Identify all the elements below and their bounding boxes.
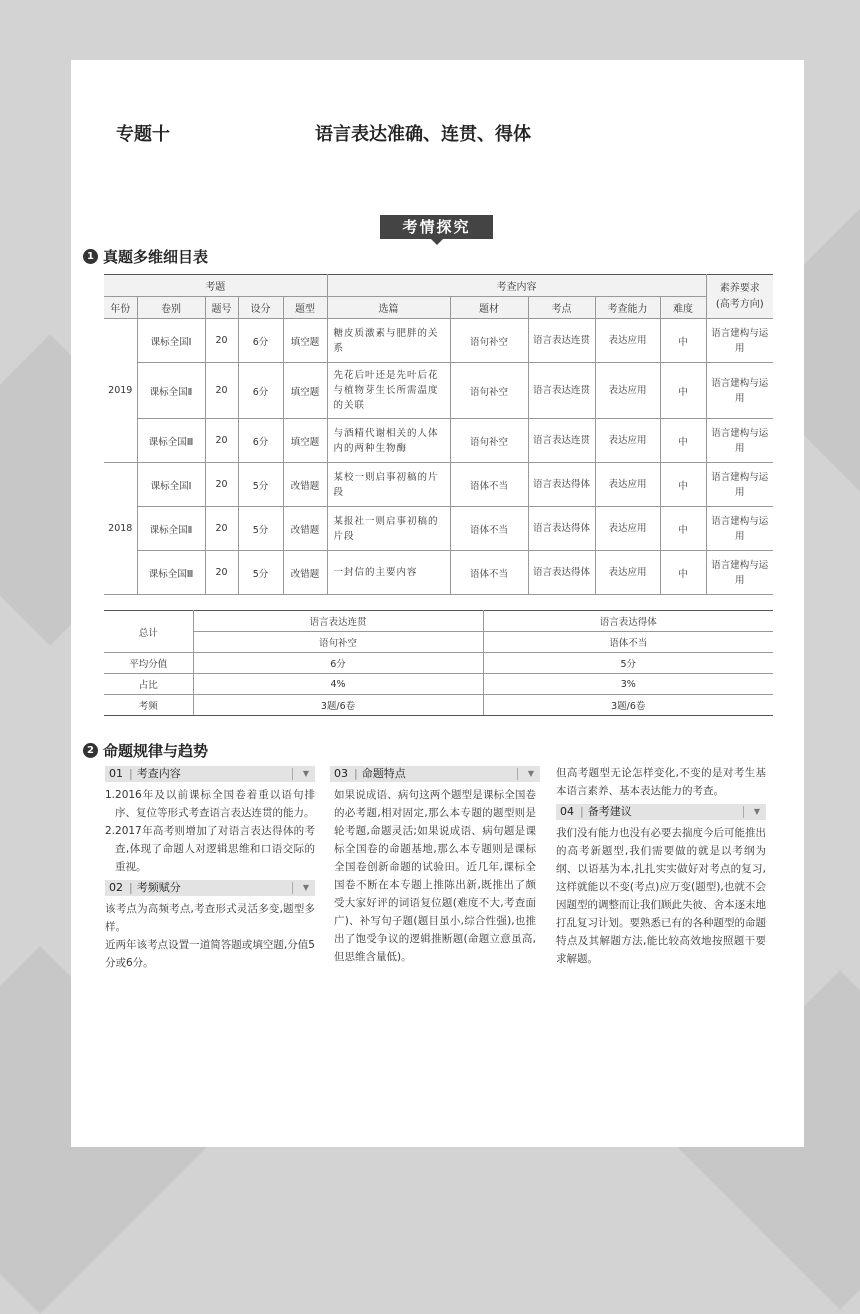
table-row bbox=[104, 507, 773, 551]
column-right bbox=[556, 764, 766, 968]
number-cell: 20 bbox=[205, 363, 238, 419]
column-header: 考查能力 bbox=[595, 297, 660, 319]
table-row bbox=[104, 419, 773, 463]
type-cell: 填空题 bbox=[283, 363, 327, 419]
difficulty-cell: 中 bbox=[660, 363, 706, 419]
chevron-down-icon: ▼ bbox=[753, 807, 760, 816]
number-cell: 20 bbox=[205, 319, 238, 363]
material-cell: 语体不当 bbox=[450, 507, 528, 551]
block-title: 考频赋分 bbox=[136, 881, 181, 894]
literacy-cell: 语言建构与运用 bbox=[706, 319, 773, 363]
block-number: 01 bbox=[109, 767, 123, 780]
table-row bbox=[104, 653, 773, 674]
literacy-cell: 语言建构与运用 bbox=[706, 551, 773, 595]
type-cell: 改错题 bbox=[283, 507, 327, 551]
block-item: 该考点为高频考点,考查形式灵活多变,题型多样。 bbox=[105, 903, 315, 933]
summary-cell: 3题/6卷 bbox=[193, 695, 483, 716]
section-title: 命题规律与趋势 bbox=[103, 742, 209, 760]
section-banner: 考情探究 bbox=[380, 215, 493, 239]
literacy-cell: 语言建构与运用 bbox=[706, 419, 773, 463]
summary-cell: 5分 bbox=[483, 653, 773, 674]
number-cell: 20 bbox=[205, 463, 238, 507]
score-cell: 5分 bbox=[238, 507, 283, 551]
material-cell: 语体不当 bbox=[450, 551, 528, 595]
score-cell: 6分 bbox=[238, 419, 283, 463]
column-header: 题型 bbox=[283, 297, 327, 319]
type-cell: 改错题 bbox=[283, 463, 327, 507]
score-cell: 6分 bbox=[238, 319, 283, 363]
text-cell: 一封信的主要内容 bbox=[327, 551, 450, 595]
summary-cell: 语体不当 bbox=[483, 632, 773, 653]
column-header: 题号 bbox=[205, 297, 238, 319]
chevron-down-icon: ▼ bbox=[302, 769, 309, 778]
column-header: 选篇 bbox=[327, 297, 450, 319]
material-cell: 语句补空 bbox=[450, 419, 528, 463]
column-header: 题材 bbox=[450, 297, 528, 319]
chevron-down-icon: ▼ bbox=[302, 883, 309, 892]
block-number: 04 bbox=[560, 805, 574, 818]
summary-cell: 语言表达得体 bbox=[483, 611, 773, 632]
number-cell: 20 bbox=[205, 507, 238, 551]
block-header-03: 03 | 命题特点 ▼ bbox=[330, 766, 540, 782]
difficulty-cell: 中 bbox=[660, 463, 706, 507]
summary-cell: 3% bbox=[483, 674, 773, 695]
table-row bbox=[104, 611, 773, 632]
text-cell: 某校一则启事初稿的片段 bbox=[327, 463, 450, 507]
block-title: 备考建议 bbox=[587, 805, 632, 818]
point-cell: 语言表达连贯 bbox=[528, 419, 595, 463]
table-row bbox=[104, 695, 773, 716]
material-cell: 语体不当 bbox=[450, 463, 528, 507]
table-group-header bbox=[706, 275, 773, 319]
difficulty-cell: 中 bbox=[660, 551, 706, 595]
block-number: 02 bbox=[109, 881, 123, 894]
summary-label: 占比 bbox=[104, 674, 193, 695]
paper-cell: 课标全国Ⅲ bbox=[137, 419, 205, 463]
year-cell: 2018 bbox=[104, 463, 137, 595]
difficulty-cell: 中 bbox=[660, 319, 706, 363]
table-group-header: 考题 bbox=[104, 275, 327, 297]
table-row bbox=[104, 632, 773, 653]
column-left bbox=[105, 766, 315, 972]
page-title: 语言表达准确、连贯、得体 bbox=[315, 124, 531, 145]
summary-label: 平均分值 bbox=[104, 653, 193, 674]
year-cell: 2019 bbox=[104, 319, 137, 463]
paper-cell: 课标全国Ⅰ bbox=[137, 463, 205, 507]
summary-label: 考频 bbox=[104, 695, 193, 716]
paper-cell: 课标全国Ⅱ bbox=[137, 507, 205, 551]
type-cell: 填空题 bbox=[283, 319, 327, 363]
summary-cell: 6分 bbox=[193, 653, 483, 674]
score-cell: 6分 bbox=[238, 363, 283, 419]
topic-label: 专题十 bbox=[116, 124, 170, 145]
table-row bbox=[104, 363, 773, 419]
table-row bbox=[104, 463, 773, 507]
header-text: 素养要求 bbox=[719, 282, 760, 294]
summary-cell: 4% bbox=[193, 674, 483, 695]
paper-cell: 课标全国Ⅲ bbox=[137, 551, 205, 595]
ability-cell: 表达应用 bbox=[595, 507, 660, 551]
column-header: 年份 bbox=[104, 297, 137, 319]
block-item: 近两年该考点设置一道简答题或填空题,分值5分或6分。 bbox=[105, 939, 315, 969]
block-number: 03 bbox=[334, 767, 348, 780]
score-cell: 5分 bbox=[238, 463, 283, 507]
block-title: 考查内容 bbox=[136, 767, 181, 780]
column-header: 考点 bbox=[528, 297, 595, 319]
point-cell: 语言表达连贯 bbox=[528, 319, 595, 363]
difficulty-cell: 中 bbox=[660, 419, 706, 463]
table-row bbox=[104, 674, 773, 695]
literacy-cell: 语言建构与运用 bbox=[706, 363, 773, 419]
ability-cell: 表达应用 bbox=[595, 463, 660, 507]
section-heading-1 bbox=[83, 246, 208, 267]
text-cell: 与酒精代谢相关的人体内的两种生物酶 bbox=[327, 419, 450, 463]
table-row bbox=[104, 551, 773, 595]
column-header: 卷别 bbox=[137, 297, 205, 319]
type-cell: 填空题 bbox=[283, 419, 327, 463]
summary-label: 总计 bbox=[104, 611, 193, 653]
text-cell: 糖皮质激素与肥胖的关系 bbox=[327, 319, 450, 363]
ability-cell: 表达应用 bbox=[595, 551, 660, 595]
score-cell: 5分 bbox=[238, 551, 283, 595]
number-cell: 20 bbox=[205, 419, 238, 463]
difficulty-cell: 中 bbox=[660, 507, 706, 551]
ability-cell: 表达应用 bbox=[595, 419, 660, 463]
type-cell: 改错题 bbox=[283, 551, 327, 595]
section-number-icon: 2 bbox=[83, 743, 98, 758]
block-title: 命题特点 bbox=[361, 767, 406, 780]
table-group-header-row bbox=[104, 275, 773, 297]
column-middle bbox=[330, 766, 540, 966]
point-cell: 语言表达得体 bbox=[528, 551, 595, 595]
number-cell: 20 bbox=[205, 551, 238, 595]
block-item: 2.2017年高考则增加了对语言表达得体的考查,体现了命题人对逻辑思维和口语交际的重视。 bbox=[105, 825, 315, 873]
column-header: 设分 bbox=[238, 297, 283, 319]
material-cell: 语句补空 bbox=[450, 363, 528, 419]
block-item: 1.2016年及以前课标全国卷着重以语句排序、复位等形式考查语言表达连贯的能力。 bbox=[105, 789, 315, 819]
document-page bbox=[71, 60, 804, 1147]
section-title: 真题多维细目表 bbox=[103, 248, 209, 266]
ability-cell: 表达应用 bbox=[595, 363, 660, 419]
summary-table bbox=[104, 610, 773, 716]
block-header-02: 02 | 考频赋分 ▼ bbox=[105, 880, 315, 896]
block-text: 我们没有能力也没有必要去揣度今后可能推出的高考新题型,我们需要做的就是以考纲为纲、以语基为本,扎扎实实做好对考点的复习,这样就能以不变(考点)应万变(题型),也就不会因题型的调整而让我们顾此失彼、舍本逐末地打乱复习计划。要熟悉已有的各种题型的命题特点及其解题方法,能比较高效地按照题干要求解题。 bbox=[556, 827, 766, 965]
text-cell: 先花后叶还是先叶后花与植物芽生长所需温度的关联 bbox=[327, 363, 450, 419]
point-cell: 语言表达得体 bbox=[528, 507, 595, 551]
paper-cell: 课标全国Ⅱ bbox=[137, 363, 205, 419]
paper-cell: 课标全国Ⅰ bbox=[137, 319, 205, 363]
material-cell: 语句补空 bbox=[450, 319, 528, 363]
header-text: (高考方向) bbox=[715, 298, 764, 310]
block-header-01: 01 | 考查内容 ▼ bbox=[105, 766, 315, 782]
literacy-cell: 语言建构与运用 bbox=[706, 507, 773, 551]
block-text: 如果说成语、病句这两个题型是课标全国卷的必考题,相对固定,那么本专题的题型则是轮考题,命题灵活;如果说成语、病句题是课标全国卷的命题基地,那么本专题则是课标全国卷创新命题的试验田。近几年,课标全国卷不断在本专题上推陈出新,既推出了颇受大家好评的词语复位题(难度不大,考查面广)、补写句子题(题目虽小,综合性强),也推出了饱受争议的逻辑推断题(命题立意虽高,但思维含量低)。 bbox=[334, 789, 536, 963]
point-cell: 语言表达连贯 bbox=[528, 363, 595, 419]
exam-table bbox=[104, 274, 773, 595]
point-cell: 语言表达得体 bbox=[528, 463, 595, 507]
summary-cell: 语句补空 bbox=[193, 632, 483, 653]
table-header-row bbox=[104, 297, 773, 319]
section-heading-2 bbox=[83, 740, 208, 761]
block-header-04: 04 | 备考建议 ▼ bbox=[556, 804, 766, 820]
summary-cell: 语言表达连贯 bbox=[193, 611, 483, 632]
section-number-icon: 1 bbox=[83, 249, 98, 264]
literacy-cell: 语言建构与运用 bbox=[706, 463, 773, 507]
table-group-header: 考查内容 bbox=[327, 275, 706, 297]
summary-cell: 3题/6卷 bbox=[483, 695, 773, 716]
block-text: 但高考题型无论怎样变化,不变的是对考生基本语言素养、基本表达能力的考查。 bbox=[556, 767, 766, 797]
table-row bbox=[104, 319, 773, 363]
ability-cell: 表达应用 bbox=[595, 319, 660, 363]
text-cell: 某报社一则启事初稿的片段 bbox=[327, 507, 450, 551]
column-header: 难度 bbox=[660, 297, 706, 319]
chevron-down-icon: ▼ bbox=[527, 769, 534, 778]
